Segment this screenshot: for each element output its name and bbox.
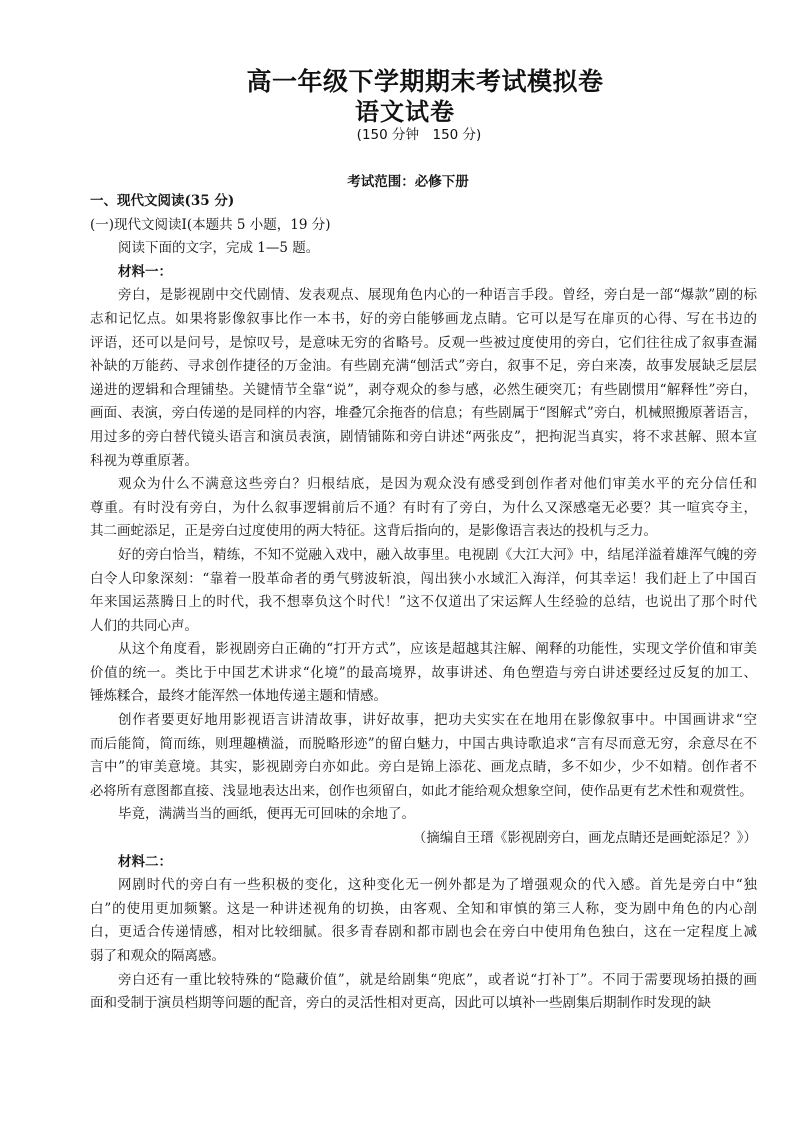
paragraph	[90, 284, 757, 473]
text-line: 旁白，是影视剧中交代剧情、发表观点、展现角色内心的一种语言手段。曾经，旁白是一部“爆款”剧的标	[118, 287, 757, 304]
paragraph	[90, 638, 757, 709]
exam-title: 高一年级下学期期末考试模拟卷	[246, 67, 604, 96]
paragraph	[90, 803, 757, 827]
text-line: 毕竟，满满当当的画纸，便再无可回味的余地了。	[118, 806, 415, 823]
section-subheading: (一)现代文阅读Ⅰ(本题共 5 小题，19 分)	[90, 216, 331, 233]
text-line: 白，更适合传递情感，相对比较细腻。很多青春剧和都市剧也会在旁白中使用角色独白，这在一定程度上减	[90, 924, 757, 941]
exam-scope: 考试范围：必修下册	[347, 174, 469, 190]
text-line: 白”的使用更加频繁。这是一种讲述视角的切换，由客观、全知和审慎的第三人称，变为剧中角色的内心剖	[90, 900, 757, 917]
material2-text	[90, 874, 757, 1016]
material1-label: 材料一：	[118, 263, 172, 280]
text-line: 好的旁白恰当，精练，不知不觉融入戏中，融入故事里。电视剧《大江大河》中，结尾洋溢着雄浑气魄的旁	[118, 546, 757, 563]
text-line: 观众为什么不满意这些旁白？归根结底，是因为观众没有感受到创作者对他们审美水平的充分信任和	[118, 476, 757, 493]
paragraph	[90, 709, 757, 803]
material1-source: （摘编自王瑨《影视剧旁白，画龙点睛还是画蛇添足？》）	[412, 830, 757, 847]
text-line: 创作者要更好地用影视语言讲清故事，讲好故事，把功夫实实在在地用在影像叙事中。中国画讲求“空	[118, 712, 757, 729]
reading-instruction: 阅读下面的文字，完成 1—5 题。	[118, 240, 320, 257]
text-line: 旁白还有一重比较特殊的“隐藏价值”，就是给剧集“兜底”，或者说“打补丁”。不同于需要现场拍摄的画	[118, 971, 757, 988]
text-line: 言中”的审美意境。其实，影视剧旁白亦如此。旁白是锦上添花、画龙点睛，多不如少，少不如精。创作者不	[90, 759, 757, 776]
text-line: 补缺的万能药、寻求创作捷径的万金油。有些剧充满“刨活式”旁白，叙事不足，旁白来凑，故事发展缺乏层层	[90, 358, 757, 375]
text-line: 递进的逻辑和合理铺垫。关键情节全靠“说”，剥夺观众的参与感，必然生硬突兀；有些剧惯用“解释性”旁白，	[90, 381, 757, 398]
exam-subtitle: 语文试卷	[355, 98, 455, 126]
paragraph	[90, 473, 757, 544]
text-line: 用过多的旁白替代镜头语言和演员表演，剧情铺陈和旁白讲述“两张皮”，把拘泥当真实，将不求甚解、照本宣	[90, 428, 757, 445]
text-line: 弱了和观众的隔离感。	[90, 948, 225, 964]
text-line: 白令人印象深刻：“靠着一股革命者的勇气劈波斩浪，闯出狭小水域汇入海洋，何其幸运！我们赶上了中国百	[90, 570, 757, 587]
text-line: 从这个角度看，影视剧旁白正确的“打开方式”，应该是超越其注解、阐释的功能性，实现文学价值和审美	[118, 641, 757, 658]
text-line: 画面、表演，旁白传递的是同样的内容，堆叠冗余拖沓的信息；有些剧属于“图解式”旁白，机械照搬原著语言，	[90, 405, 757, 422]
text-line: 尊重。有时没有旁白，为什么叙事逻辑前后不通？有时有了旁白，为什么又深感毫无必要？其一喧宾夺主，	[90, 499, 757, 516]
material2-label: 材料二：	[118, 853, 172, 870]
text-line: 其二画蛇添足，正是旁白过度使用的两大特征。这背后指向的，是影像语言表达的投机与乏力。	[90, 523, 657, 540]
text-line: 人们的共同心声。	[90, 617, 198, 634]
text-line: 评语，还可以是问号，是惊叹号，是意味无穷的省略号。反观一些被过度使用的旁白，它们往往成了叙事查漏	[90, 334, 757, 351]
exam-body	[90, 190, 757, 1016]
section-heading: 一、现代文阅读(35 分)	[90, 193, 235, 209]
text-line: 志和记忆点。如果将影像叙事比作一本书，好的旁白能够画龙点睛。它可以是写在扉页的心得、写在书边的	[90, 310, 757, 327]
paragraph	[90, 969, 757, 1016]
paragraph	[90, 874, 757, 968]
text-line: 价值的统一。类比于中国艺术讲求“化境”的最高境界，故事讲述、角色塑造与旁白讲述要经过反复的加工、	[90, 664, 757, 681]
text-line: 锤炼糅合，最终才能浑然一体地传递主题和情感。	[90, 688, 387, 705]
paragraph	[90, 544, 757, 638]
time-and-score: (150 分钟 150 分)	[356, 127, 482, 143]
text-line: 网剧时代的旁白有一些积极的变化，这种变化无一例外都是为了增强观众的代入感。首先是旁白中“独	[118, 877, 757, 894]
material1-text	[90, 284, 757, 827]
text-line: 年来国运蒸腾日上的时代，我不想辜负这个时代！”这不仅道出了宋运辉人生经验的总结，也说出了那个时代	[90, 594, 757, 611]
text-line: 科视为尊重原著。	[90, 452, 198, 469]
text-line: 必将所有意图都直接、浅显地表达出来，创作也须留白，如此才能给观众想象空间，使作品更有艺术性和观赏性。	[90, 783, 753, 799]
text-line: 面和受制于演员档期等问题的配音，旁白的灵活性相对更高，因此可以填补一些剧集后期制作时发现的缺	[90, 995, 711, 1012]
text-line: 而后能简，简而练，则理趣横溢，而脱略形迹”的留白魅力，中国古典诗歌追求“言有尽而意无穷，余意尽在不	[90, 735, 757, 752]
